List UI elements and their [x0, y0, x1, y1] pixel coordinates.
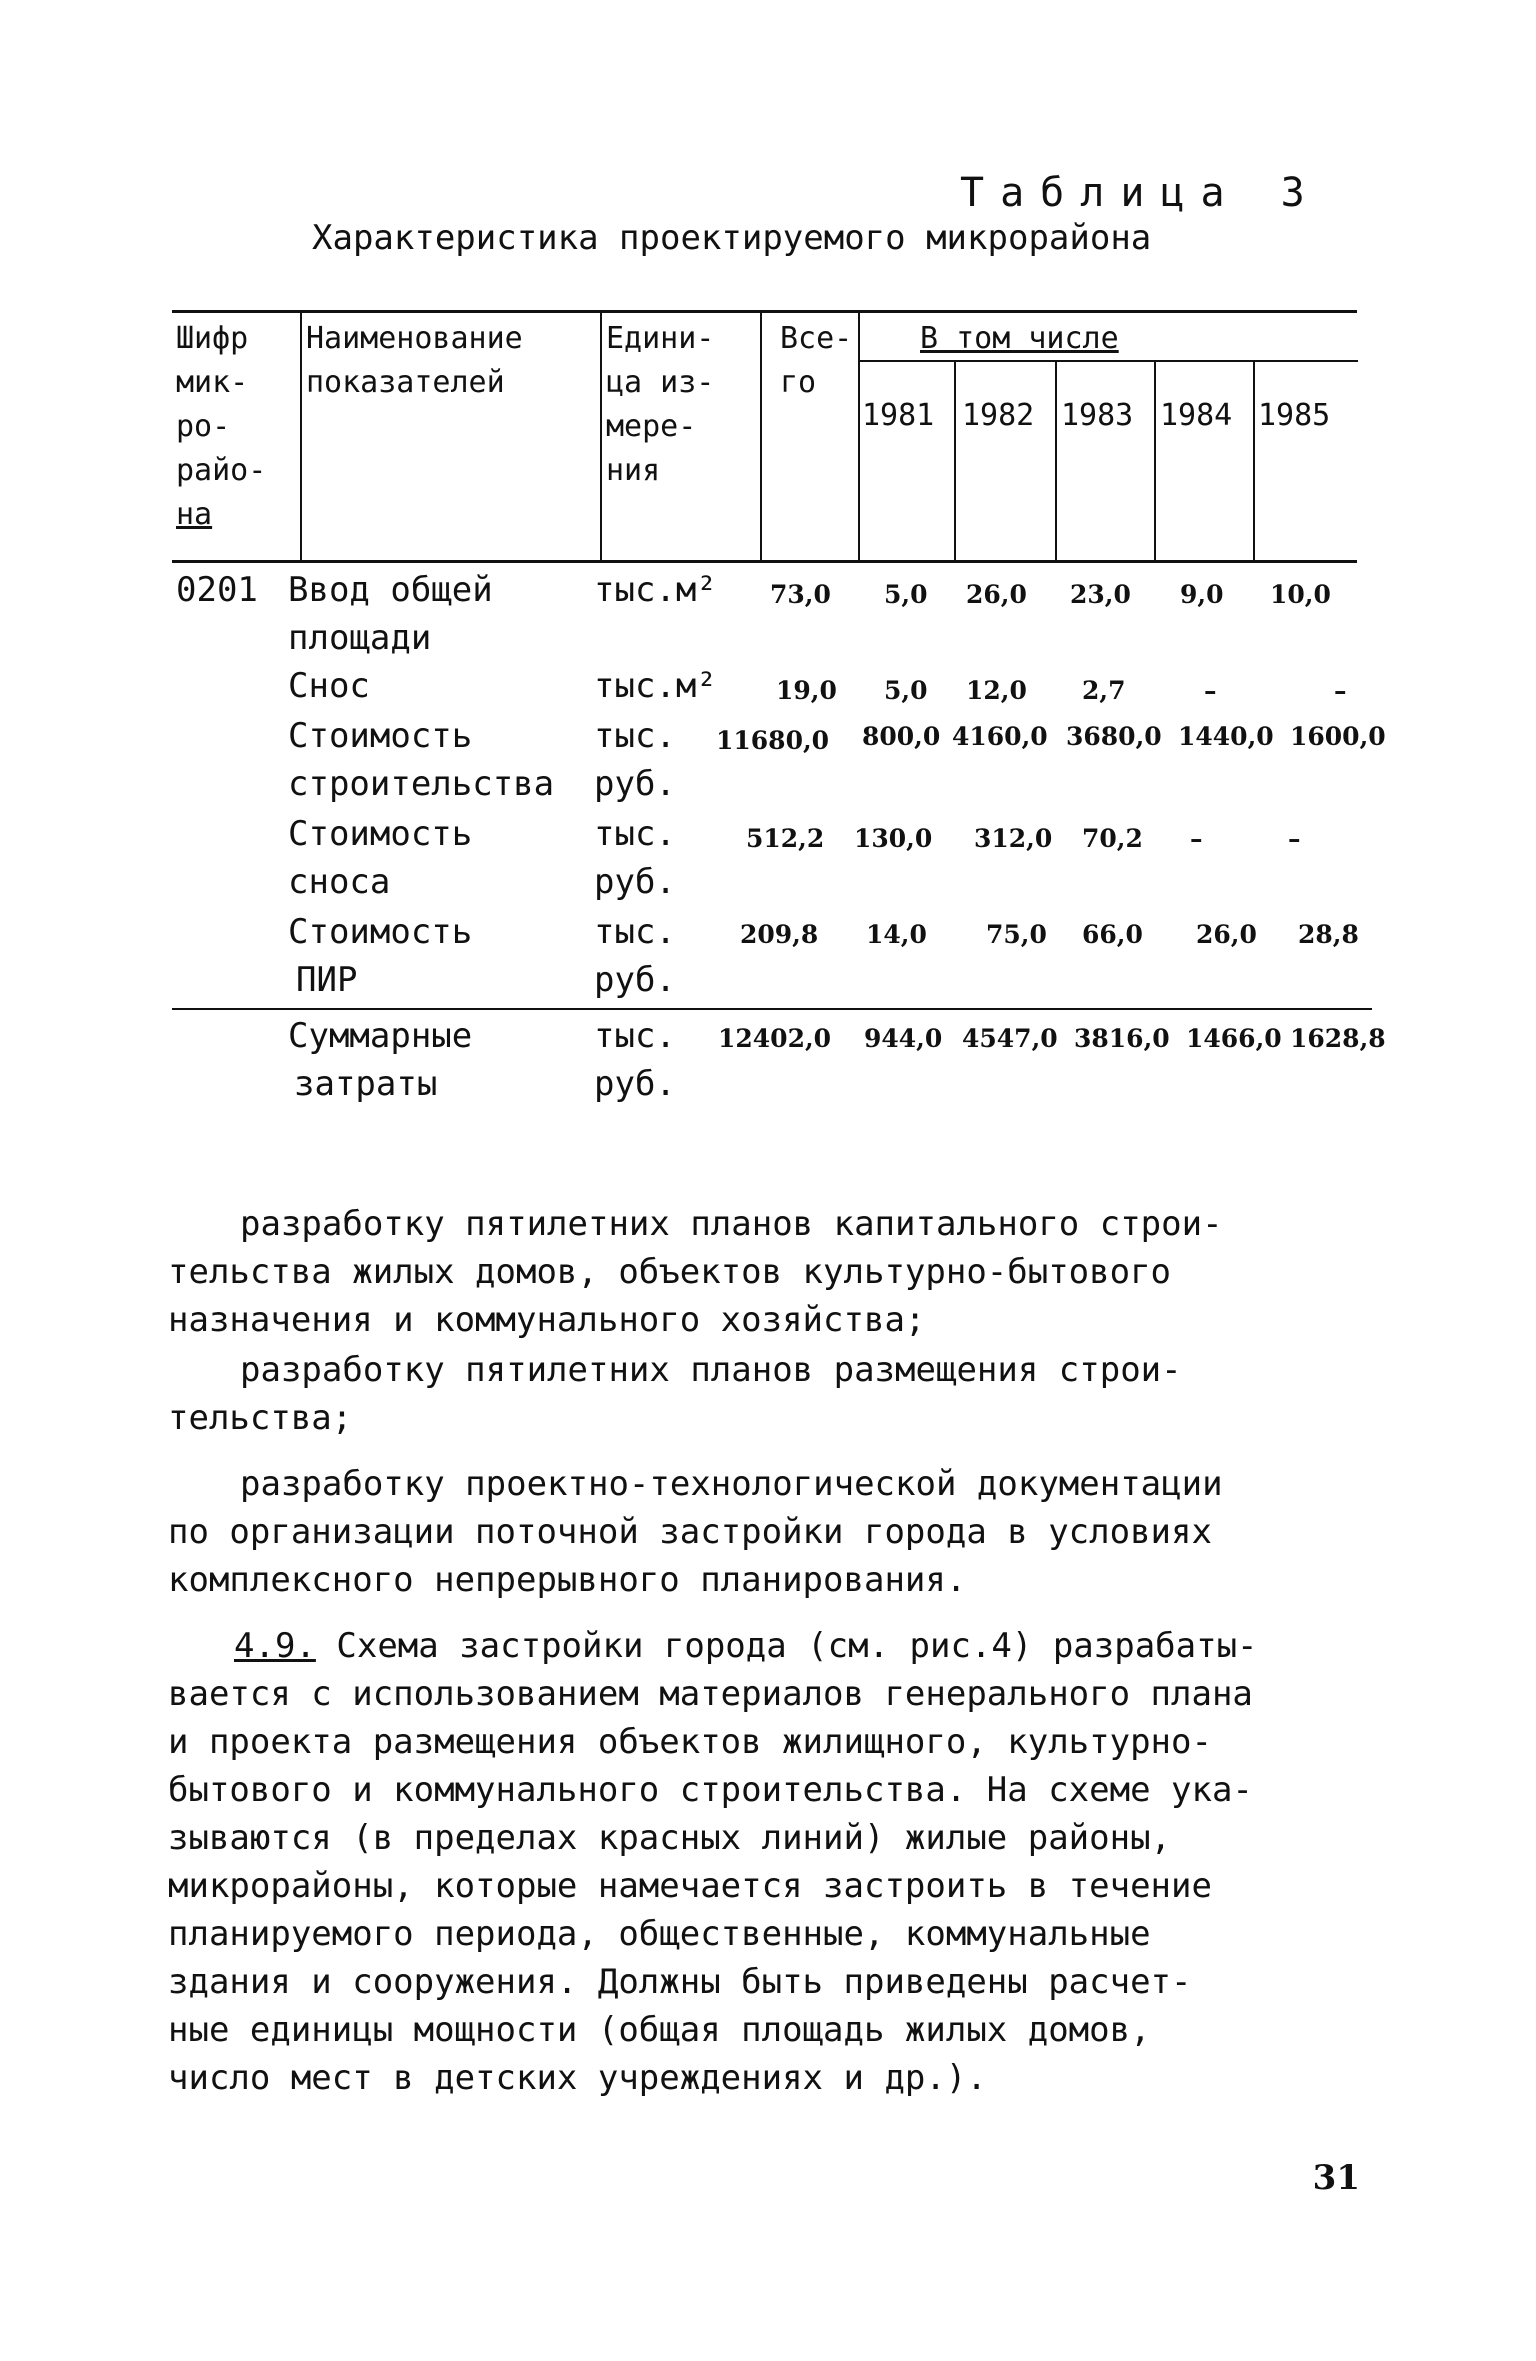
table-label: Таблица 3	[960, 170, 1321, 216]
header-code-line: мик-	[176, 365, 249, 400]
row-1983: 70,2	[1082, 824, 1143, 853]
col-divider-1983	[1154, 362, 1156, 560]
row-1981: 944,0	[864, 1024, 943, 1053]
col-divider-name	[600, 312, 602, 560]
paragraph-design-documentation	[168, 1460, 1373, 1604]
row-1985: 1600,0	[1290, 722, 1386, 751]
text-line: здания и сооружения. Должны быть приведены расчет-	[168, 1962, 1192, 2002]
row-unit-line: тыс.	[594, 912, 676, 952]
header-name	[306, 322, 523, 400]
header-total-line: го	[780, 365, 817, 400]
total-row-rule	[172, 1008, 1372, 1010]
row-total: 12402,0	[718, 1024, 832, 1053]
row-1984: 1466,0	[1186, 1024, 1282, 1053]
row-name-line: затраты	[294, 1064, 438, 1104]
header-year-1985: 1985	[1258, 398, 1331, 433]
header-name-line: показателей	[306, 365, 505, 400]
header-year-1983: 1983	[1061, 398, 1134, 433]
col-divider-total	[858, 312, 860, 560]
row-1981: 800,0	[862, 722, 941, 751]
row-1983: 2,7	[1082, 676, 1126, 705]
text-line: назначения и коммунального хозяйства;	[168, 1300, 926, 1340]
row-name-line: Ввод общей	[288, 570, 493, 610]
row-1984: 26,0	[1196, 920, 1257, 949]
col-divider-1982	[1055, 362, 1057, 560]
header-unit-line: ца из-	[606, 365, 715, 400]
table-top-rule	[172, 310, 1357, 313]
row-name-line: Стоимость	[288, 716, 473, 756]
row-total: 11680,0	[716, 726, 830, 755]
row-name	[288, 712, 554, 808]
text-line: по организации поточной застройки города в условиях	[168, 1512, 1212, 1552]
text-line: тельства жилых домов, объектов культурно-бытового	[168, 1252, 1172, 1292]
text-line: ные единицы мощности (общая площадь жилых домов,	[168, 2010, 1151, 2050]
row-1983: 3680,0	[1066, 722, 1162, 751]
header-total	[780, 322, 852, 400]
row-total: 19,0	[776, 676, 837, 705]
row-unit-line: руб.	[594, 862, 676, 902]
district-code: 0201	[176, 570, 258, 610]
row-unit-line: тыс.	[594, 1016, 676, 1056]
row-1981: 14,0	[866, 920, 927, 949]
header-bottom-rule	[172, 560, 1357, 563]
row-name-line: ПИР	[296, 960, 358, 1000]
header-unit-line: ния	[606, 453, 661, 488]
row-name-line: Суммарные	[288, 1016, 473, 1056]
page-number: 31	[1312, 2158, 1360, 2198]
text-line: разработку проектно-технологической документации	[240, 1464, 1223, 1504]
row-unit-line: тыс.	[594, 716, 676, 756]
row-name-line: строительства	[288, 764, 555, 804]
text-line: микрорайоны, которые намечается застроить в течение	[168, 1866, 1212, 1906]
row-1983: 3816,0	[1074, 1024, 1170, 1053]
paragraph-section-4-9	[168, 1622, 1373, 2102]
row-name-line: сноса	[288, 862, 391, 902]
row-1985: 10,0	[1270, 580, 1331, 609]
header-name-line: Наименование	[306, 321, 523, 356]
row-unit: тыс.м²	[594, 570, 717, 610]
row-name-line: площади	[288, 618, 432, 658]
section-first-line: Схема застройки города (см. рис.4) разрабаты-	[336, 1626, 1258, 1666]
row-1982: 312,0	[974, 824, 1053, 853]
row-1984: 1440,0	[1178, 722, 1274, 751]
row-name-line: Стоимость	[288, 912, 473, 952]
text-line: разработку пятилетних планов капитального строи-	[240, 1204, 1223, 1244]
row-1985: –	[1288, 824, 1301, 853]
row-name	[288, 1012, 472, 1108]
text-line: зываются (в пределах красных линий) жилые районы,	[168, 1818, 1172, 1858]
row-1982: 26,0	[966, 580, 1027, 609]
header-year-1981: 1981	[862, 398, 935, 433]
years-header-rule	[858, 360, 1358, 362]
row-1981: 5,0	[884, 676, 928, 705]
header-unit	[606, 322, 714, 488]
table-caption: Характеристика проектируемого микрорайона	[312, 218, 1152, 258]
paragraph-placement-plans	[168, 1346, 1373, 1442]
row-unit	[594, 712, 676, 808]
row-unit	[594, 1012, 676, 1108]
row-1984: –	[1190, 824, 1203, 853]
row-unit-line: тыс.	[594, 814, 676, 854]
row-1985: 28,8	[1298, 920, 1359, 949]
row-name-line: Стоимость	[288, 814, 473, 854]
header-code-line: на	[176, 497, 213, 532]
text-line	[168, 1622, 1373, 1670]
header-code	[176, 322, 266, 532]
text-line: тельства;	[168, 1398, 353, 1438]
row-name	[288, 566, 493, 662]
row-unit: тыс.м²	[594, 666, 717, 706]
header-code-line: ро-	[176, 409, 231, 444]
header-code-line: райо-	[176, 453, 267, 488]
row-1985: 1628,8	[1290, 1024, 1386, 1053]
row-1981: 5,0	[884, 580, 928, 609]
col-divider-unit	[760, 312, 762, 560]
header-including: В том числе	[920, 321, 1119, 356]
col-divider-code	[300, 312, 302, 560]
header-year-1984: 1984	[1160, 398, 1233, 433]
row-unit-line: руб.	[594, 1064, 676, 1104]
row-1982: 4160,0	[952, 722, 1048, 751]
section-number: 4.9.	[234, 1626, 316, 1666]
text-line: число мест в детских учреждениях и др.).	[168, 2058, 987, 2098]
row-1984: 9,0	[1180, 580, 1224, 609]
header-code-line: Шифр	[176, 321, 249, 356]
row-1983: 66,0	[1082, 920, 1143, 949]
row-unit-line: руб.	[594, 960, 676, 1000]
row-unit	[594, 810, 676, 906]
header-unit-line: мере-	[606, 409, 697, 444]
row-total: 512,2	[746, 824, 825, 853]
row-unit	[594, 908, 676, 1004]
row-name: Снос	[288, 666, 370, 706]
text-line: комплексного непрерывного планирования.	[168, 1560, 967, 1600]
text-line: разработку пятилетних планов размещения строи-	[240, 1350, 1182, 1390]
text-line: вается с использованием материалов генерального плана	[168, 1674, 1253, 1714]
row-total: 73,0	[770, 580, 831, 609]
text-line: планируемого периода, общественные, коммунальные	[168, 1914, 1151, 1954]
row-1982: 12,0	[966, 676, 1027, 705]
row-1981: 130,0	[854, 824, 933, 853]
row-name	[288, 810, 472, 906]
header-unit-line: Едини-	[606, 321, 715, 356]
paragraph-five-year-plans	[168, 1200, 1373, 1344]
text-line: и проекта размещения объектов жилищного, культурно-	[168, 1722, 1212, 1762]
row-1983: 23,0	[1070, 580, 1131, 609]
col-divider-1984	[1253, 362, 1255, 560]
row-1982: 4547,0	[962, 1024, 1058, 1053]
row-unit-line: руб.	[594, 764, 676, 804]
text-line: бытового и коммунального строительства. На схеме ука-	[168, 1770, 1253, 1810]
row-1982: 75,0	[986, 920, 1047, 949]
row-total: 209,8	[740, 920, 819, 949]
row-name	[288, 908, 472, 1004]
row-1984: –	[1204, 676, 1217, 705]
header-total-line: Все-	[780, 321, 853, 356]
header-year-1982: 1982	[962, 398, 1035, 433]
row-1985: –	[1334, 676, 1347, 705]
col-divider-1981	[954, 362, 956, 560]
